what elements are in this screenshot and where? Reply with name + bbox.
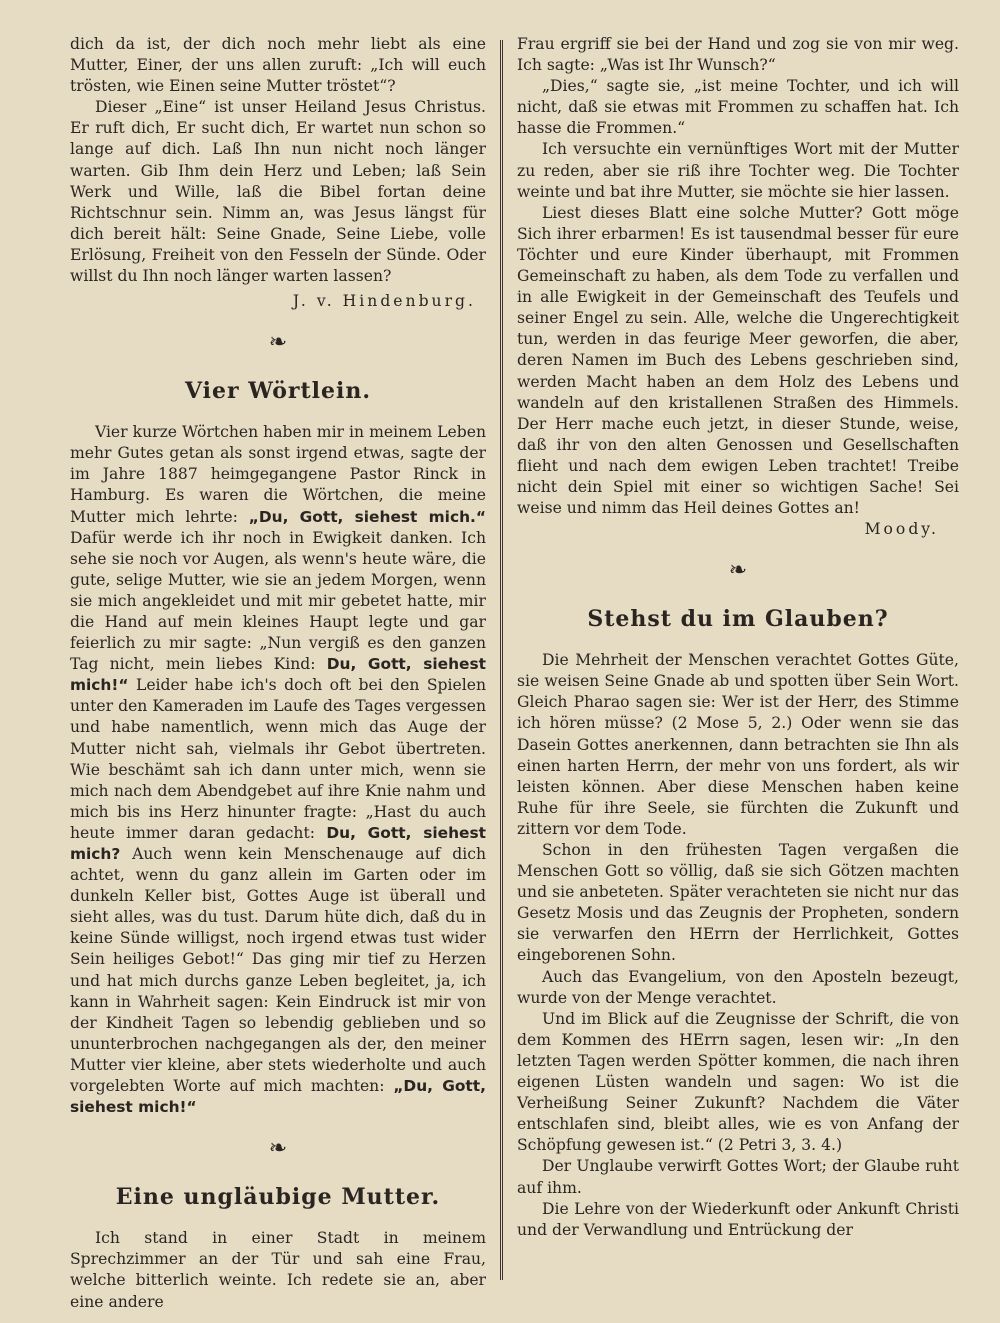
article-body	[70, 422, 486, 1118]
article-title: Eine ungläubige Mutter.	[115, 1184, 441, 1211]
emphasized-quote: Du, Gott, siehest mich!“	[70, 655, 486, 695]
paragraph: Auch das Evangelium, von den Aposteln bezeugt, wurde von der Menge verachtet.	[517, 967, 959, 1007]
article-title: Vier Wörtlein.	[185, 378, 371, 405]
paragraph: Die Mehrheit der Menschen verachtet Gottes Güte, sie weisen Seine Gnade ab und spotten über Sein Wort. Gleich Pharao sagen sie: Wer ist der Herr, des Stimme ich hören müsse? (2 Mose 5, 2.) Oder wenn sie das Dasein Gottes anerkennen, dann betrachten sie Ihn als einen harten Herrn, der mehr von uns fordert, als wir leisten können. Aber diese Menschen haben keine Ruhe für ihre Seele, sie fürchten die Zukunft und zittern vor dem Tode.	[517, 651, 959, 838]
ornament-icon: ❧	[268, 330, 288, 356]
paragraph: Schon in den frühesten Tagen vergaßen die Menschen Gott so völlig, daß sie sich Götzen machten und sie anbeteten. Später verachteten sie nicht nur das Gesetz Mosis und das Zeugnis der Propheten, sondern sie verwarfen den HErrn der Herrlichkeit, Gottes eingeborenen Sohn.	[517, 841, 959, 965]
ornament-icon: ❧	[728, 558, 748, 584]
paragraph: Der Unglaube verwirft Gottes Wort; der Glaube ruht auf ihm.	[517, 1157, 959, 1197]
paragraph: Und im Blick auf die Zeugnisse der Schrift, die von dem Kommen des HErrn sagen, lesen wir: „In den letzten Tagen werden Spötter kommen, die nach ihren eigenen Lüsten wandeln und sagen: Wo ist die Verheißung Seiner Zukunft? Nachdem die Väter entschlafen sind, bleibt alles, wie es von Anfang der Schöpfung gewesen ist.“ (2 Petri 3, 3. 4.)	[517, 1009, 959, 1155]
text-run: Auch wenn kein Menschenauge auf dich achtet, wenn du ganz allein im Garten oder im dunkeln Keller bist, Gottes Auge ist überall und sieht alles, was du tust. Darum hüte dich, daß du in keine Sünde willigst, noch irgend etwas tust wider Sein heiliges Gebot!“ Das ging mir tief zu Herzen und hat mich durchs ganze Leben begleitet, ja, ich kann in Wahrheit sagen: Kein Eindruck ist mir von der Kindheit Tagen so lebendig geblieben und so ununterbrochen nachgegangen als der, den meiner Mutter vier kleine, aber stets wiederholte und auch vorgelebten Worte auf mich machten:	[70, 845, 486, 1096]
author-signature: Moody.	[864, 520, 939, 539]
right-column	[503, 34, 959, 1303]
text-run: Leider habe ich's doch oft bei den Spielen unter den Kameraden im Laufe des Tages vergessen und habe namentlich, wenn mich das Auge der Mutter nicht sah, vielmals ihr Gebot übertreten. Wie beschämt sah ich dann unter mich, wenn sie mich nach dem Abendgebet auf ihre Knie nahm und mich bis ins Herz hinunter fragte: „Hast du auch heute immer daran gedacht:	[70, 676, 486, 842]
article-title: Stehst du im Glauben?	[587, 606, 889, 633]
left-column	[70, 34, 500, 1311]
paragraph: Ich versuchte ein vernünftiges Wort mit der Mutter zu reden, aber sie riß ihre Tochter weg. Die Tochter weinte und bat ihre Mutter, sie möchte sie hier lassen.	[517, 140, 959, 201]
text-run: Dafür werde ich ihr noch in Ewigkeit danken. Ich sehe sie noch vor Augen, als wenn's heute wäre, die gute, selige Mutter, wie sie an jedem Morgen, wenn sie mich angekleidet und mit mir gebetet hatte, mir die Hand auf mein kleines Haupt legte und gar feierlich zu mir sagte: „Nun vergiß es den ganzen Tag nicht, mein liebes Kind:	[70, 528, 486, 674]
paragraph: Dieser „Eine“ ist unser Heiland Jesus Christus. Er ruft dich, Er sucht dich, Er wartet nun schon so lange auf dich. Laß Ihn nun nicht noch länger warten. Gib Ihm dein Herz und Leben; laß Sein Werk und Wille, laß die Bibel fortan deine Richtschnur sein. Nimm an, was Jesus längst für dich bereit hält: Seine Gnade, Seine Liebe, volle Erlösung, Freiheit von den Fesseln der Sünde. Oder willst du Ihn noch länger warten lassen?	[70, 98, 486, 286]
column-layout	[70, 34, 964, 1311]
paragraph: Frau ergriff sie bei der Hand und zog sie von mir weg. Ich sagte: „Was ist Ihr Wunsch?“	[517, 35, 959, 75]
paragraph: dich da ist, der dich noch mehr liebt als eine Mutter, Einer, der uns allen zuruft: „Ich will euch trösten, wie Einen seine Mutter tröstet“?	[70, 35, 486, 96]
emphasized-quote: Du, Gott, siehest mich?	[70, 823, 486, 863]
author-signature: J. v. Hindenburg.	[292, 292, 476, 311]
paragraph: „Dies,“ sagte sie, „ist meine Tochter, und ich will nicht, daß sie etwas mit Frommen zu schaffen hat. Ich hasse die Frommen.“	[517, 77, 959, 138]
article-body: Ich stand in einer Stadt in meinem Sprechzimmer an der Tür und sah eine Frau, welche bitterlich weinte. Ich redete sie an, aber eine andere	[70, 1229, 486, 1311]
ornament-icon: ❧	[268, 1136, 288, 1162]
text-run: Vier kurze Wörtchen haben mir in meinem Leben mehr Gutes getan als sonst irgend etwas, sagte der im Jahre 1887 heimgegangene Pastor Rinck in Hamburg. Es waren die Wörtchen, die meine Mutter mich lehrte:	[70, 423, 486, 526]
paragraph: Die Lehre von der Wiederkunft oder Ankunft Christi und der Verwandlung und Entrückung der	[517, 1199, 959, 1239]
paragraph: Liest dieses Blatt eine solche Mutter? Gott möge Sich ihrer erbarmen! Es ist tausendmal besser für eure Töchter und eure Kinder überhaupt, mit Frommen Gemeinschaft zu haben, als dem Tode zu verfallen und in alle Ewigkeit in der Gemeinschaft des Teufels und seiner Engel zu sein. Alle, welche die Ungerechtigkeit tun, werden in das feurige Meer geworfen, die aber, deren Namen im Buch des Lebens geschrieben sind, werden Macht haben an dem Holz des Lebens und wandeln auf den kristallenen Straßen des Himmels. Der Herr mache euch jetzt, in dieser Stunde, weise, daß ihr von den alten Genossen und Gesellschaften flieht und nach dem ewigen Leben trachtet! Treibe nicht dein Spiel mit einer so wichtigen Sache! Sei weise und nimm das Heil deines Gottes an!	[517, 203, 959, 518]
emphasized-quote: „Du, Gott, siehest mich.“	[248, 507, 486, 526]
emphasized-quote: „Du, Gott, siehest mich!“	[70, 1077, 486, 1117]
